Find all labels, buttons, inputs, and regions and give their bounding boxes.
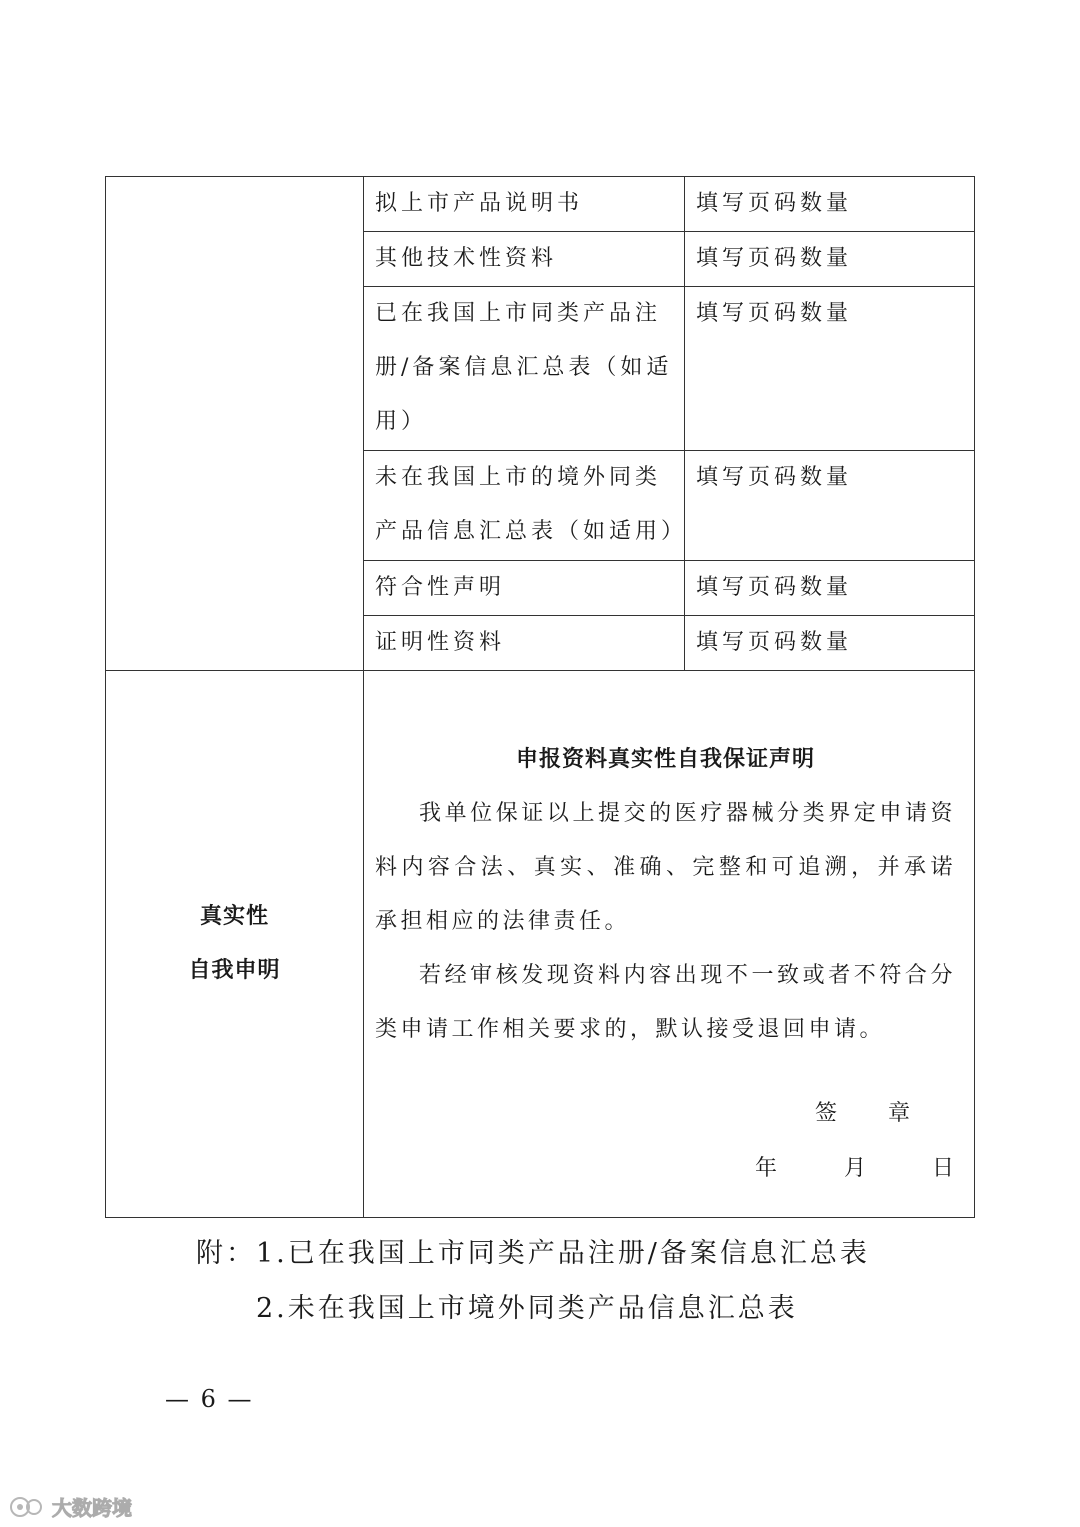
self-declaration-label <box>106 671 364 1218</box>
brand-logo-icon <box>8 1495 48 1519</box>
date-month: 月 <box>844 1156 867 1181</box>
declaration-title: 申报资料真实性自我保证声明 <box>515 747 815 772</box>
label-line-1: 真实性 <box>199 904 269 929</box>
label-line-2: 自我申明 <box>188 958 281 983</box>
date-day: 日 <box>932 1156 955 1181</box>
signature-block <box>375 1087 956 1217</box>
sign-char-2: 章 <box>888 1101 911 1126</box>
page-number: — 6 — <box>165 1385 254 1413</box>
date-year: 年 <box>755 1156 778 1181</box>
item-cell: 已在我国上市同类产品注册/备案信息汇总表（如适用） <box>364 287 685 451</box>
empty-label-cell <box>106 177 364 671</box>
watermark <box>8 1492 132 1521</box>
materials-table <box>105 176 975 1218</box>
pages-cell: 填写页码数量 <box>685 287 975 451</box>
declaration-paragraph-2: 若经审核发现资料内容出现不一致或者不符合分类申请工作相关要求的，默认接受退回申请。 <box>375 963 956 1042</box>
watermark-text: 大数跨境 <box>52 1496 132 1520</box>
attachments-note <box>196 1226 870 1336</box>
item-cell: 符合性声明 <box>364 561 685 616</box>
pages-cell: 填写页码数量 <box>685 451 975 561</box>
sign-char-1: 签 <box>815 1101 838 1126</box>
pages-cell: 填写页码数量 <box>685 177 975 232</box>
item-cell: 未在我国上市的境外同类产品信息汇总表（如适用） <box>364 451 685 561</box>
pages-cell: 填写页码数量 <box>685 232 975 287</box>
pages-cell: 填写页码数量 <box>685 616 975 671</box>
pages-cell: 填写页码数量 <box>685 561 975 616</box>
declaration-paragraph-1: 我单位保证以上提交的医疗器械分类界定申请资料内容合法、真实、准确、完整和可追溯，并承诺承担相应的法律责任。 <box>375 801 956 934</box>
attachment-line-2: 2.未在我国上市境外同类产品信息汇总表 <box>256 1293 798 1324</box>
item-cell: 拟上市产品说明书 <box>364 177 685 232</box>
item-cell: 其他技术性资料 <box>364 232 685 287</box>
self-declaration-content <box>364 671 975 1218</box>
item-cell: 证明性资料 <box>364 616 685 671</box>
attachment-line-1: 附：1.已在我国上市同类产品注册/备案信息汇总表 <box>196 1238 870 1269</box>
